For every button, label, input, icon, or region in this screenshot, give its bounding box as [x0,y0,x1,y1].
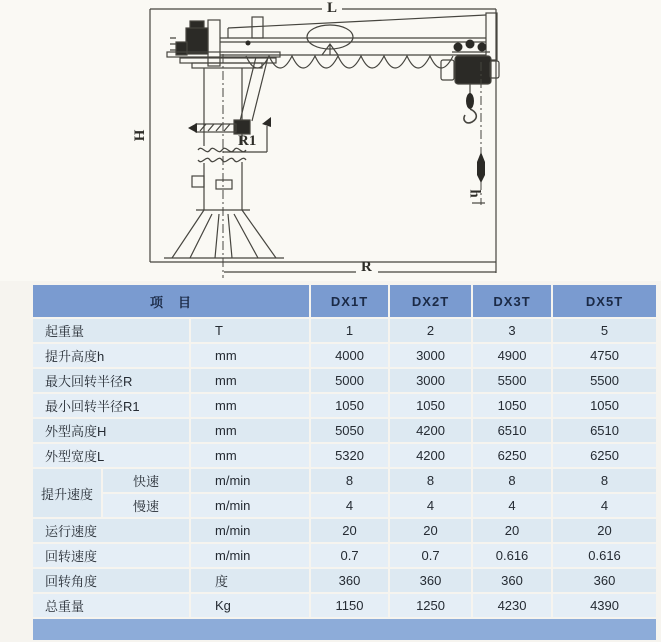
unit-cell: mm [191,369,309,392]
spec-label-cell: 起重量 [33,319,189,342]
table-header-row [33,285,656,317]
overall-height-label: H [130,129,147,142]
unit-cell: mm [191,344,309,367]
table-row [33,494,656,517]
hook [464,84,476,123]
header-model-dx3t: DX3T [473,285,551,317]
span-length-label: L [327,0,338,16]
value-cell: 8 [311,469,388,492]
value-cell: 4200 [390,419,471,442]
value-cell: 1050 [473,394,551,417]
value-cell: 3 [473,319,551,342]
unit-cell: Kg [191,594,309,617]
value-cell: 1 [311,319,388,342]
value-cell: 1250 [390,594,471,617]
footer-bar [33,619,656,640]
table-row [33,344,656,367]
spec-label-cell: 回转角度 [33,569,189,592]
unit-cell: T [191,319,309,342]
spec-label-cell: 外型高度H [33,419,189,442]
table-row [33,469,656,492]
unit-cell: mm [191,394,309,417]
header-model-dx2t: DX2T [390,285,471,317]
table-row [33,394,656,417]
value-cell: 2 [390,319,471,342]
value-cell: 0.7 [390,544,471,567]
spec-table [31,283,658,642]
value-cell: 20 [311,519,388,542]
value-cell: 4 [553,494,656,517]
value-cell: 1050 [311,394,388,417]
value-cell: 4390 [553,594,656,617]
header-model-dx5t: DX5T [553,285,656,317]
value-cell: 360 [553,569,656,592]
jib-beam [220,13,497,60]
table-row [33,419,656,442]
unit-cell: m/min [191,494,309,517]
value-cell: 6510 [553,419,656,442]
column-base [164,210,284,258]
value-cell: 5320 [311,444,388,467]
spec-group-cell: 提升速度 [33,469,101,517]
table-row [33,544,656,567]
value-cell: 4 [390,494,471,517]
table-row [33,444,656,467]
table-row [33,369,656,392]
value-cell: 8 [390,469,471,492]
crane-diagram [0,0,661,281]
value-cell: 360 [311,569,388,592]
value-cell: 3000 [390,369,471,392]
unit-cell: 度 [191,569,309,592]
table-row [33,319,656,342]
value-cell: 3000 [390,344,471,367]
table-row [33,594,656,617]
spec-label-cell: 运行速度 [33,519,189,542]
value-cell: 4900 [473,344,551,367]
value-cell: 6250 [553,444,656,467]
value-cell: 20 [553,519,656,542]
spec-label-cell: 外型宽度L [33,444,189,467]
value-cell: 5050 [311,419,388,442]
table-row [33,569,656,592]
value-cell: 5500 [473,369,551,392]
spec-sub-cell: 快速 [103,469,189,492]
table-row [33,519,656,542]
crane-drawing [0,0,661,281]
value-cell: 4 [311,494,388,517]
festoon-cable [246,56,453,68]
value-cell: 0.616 [553,544,656,567]
value-cell: 8 [553,469,656,492]
value-cell: 8 [473,469,551,492]
header-model-dx1t: DX1T [311,285,388,317]
value-cell: 4000 [311,344,388,367]
value-cell: 6250 [473,444,551,467]
value-cell: 4230 [473,594,551,617]
value-cell: 4 [473,494,551,517]
value-cell: 0.616 [473,544,551,567]
value-cell: 5500 [553,369,656,392]
unit-cell: m/min [191,519,309,542]
spec-label-cell: 提升高度h [33,344,189,367]
unit-cell: m/min [191,544,309,567]
spec-label-cell: 最大回转半径R [33,369,189,392]
header-item: 项 目 [33,285,309,317]
value-cell: 20 [390,519,471,542]
lift-height-label: h [466,189,483,198]
value-cell: 4200 [390,444,471,467]
value-cell: 5000 [311,369,388,392]
spec-label-cell: 总重量 [33,594,189,617]
table-footer-row [33,619,656,640]
spec-label-cell: 最小回转半径R1 [33,394,189,417]
value-cell: 0.7 [311,544,388,567]
spec-sub-cell: 慢速 [103,494,189,517]
unit-cell: mm [191,419,309,442]
value-cell: 5 [553,319,656,342]
value-cell: 360 [390,569,471,592]
value-cell: 4750 [553,344,656,367]
unit-cell: m/min [191,469,309,492]
spec-label-cell: 回转速度 [33,544,189,567]
value-cell: 360 [473,569,551,592]
value-cell: 6510 [473,419,551,442]
value-cell: 1050 [390,394,471,417]
value-cell: 20 [473,519,551,542]
unit-cell: mm [191,444,309,467]
value-cell: 1050 [553,394,656,417]
slew-cover [307,25,353,55]
min-radius-label: R1 [238,133,257,149]
max-radius-label: R [361,259,372,275]
value-cell: 1150 [311,594,388,617]
